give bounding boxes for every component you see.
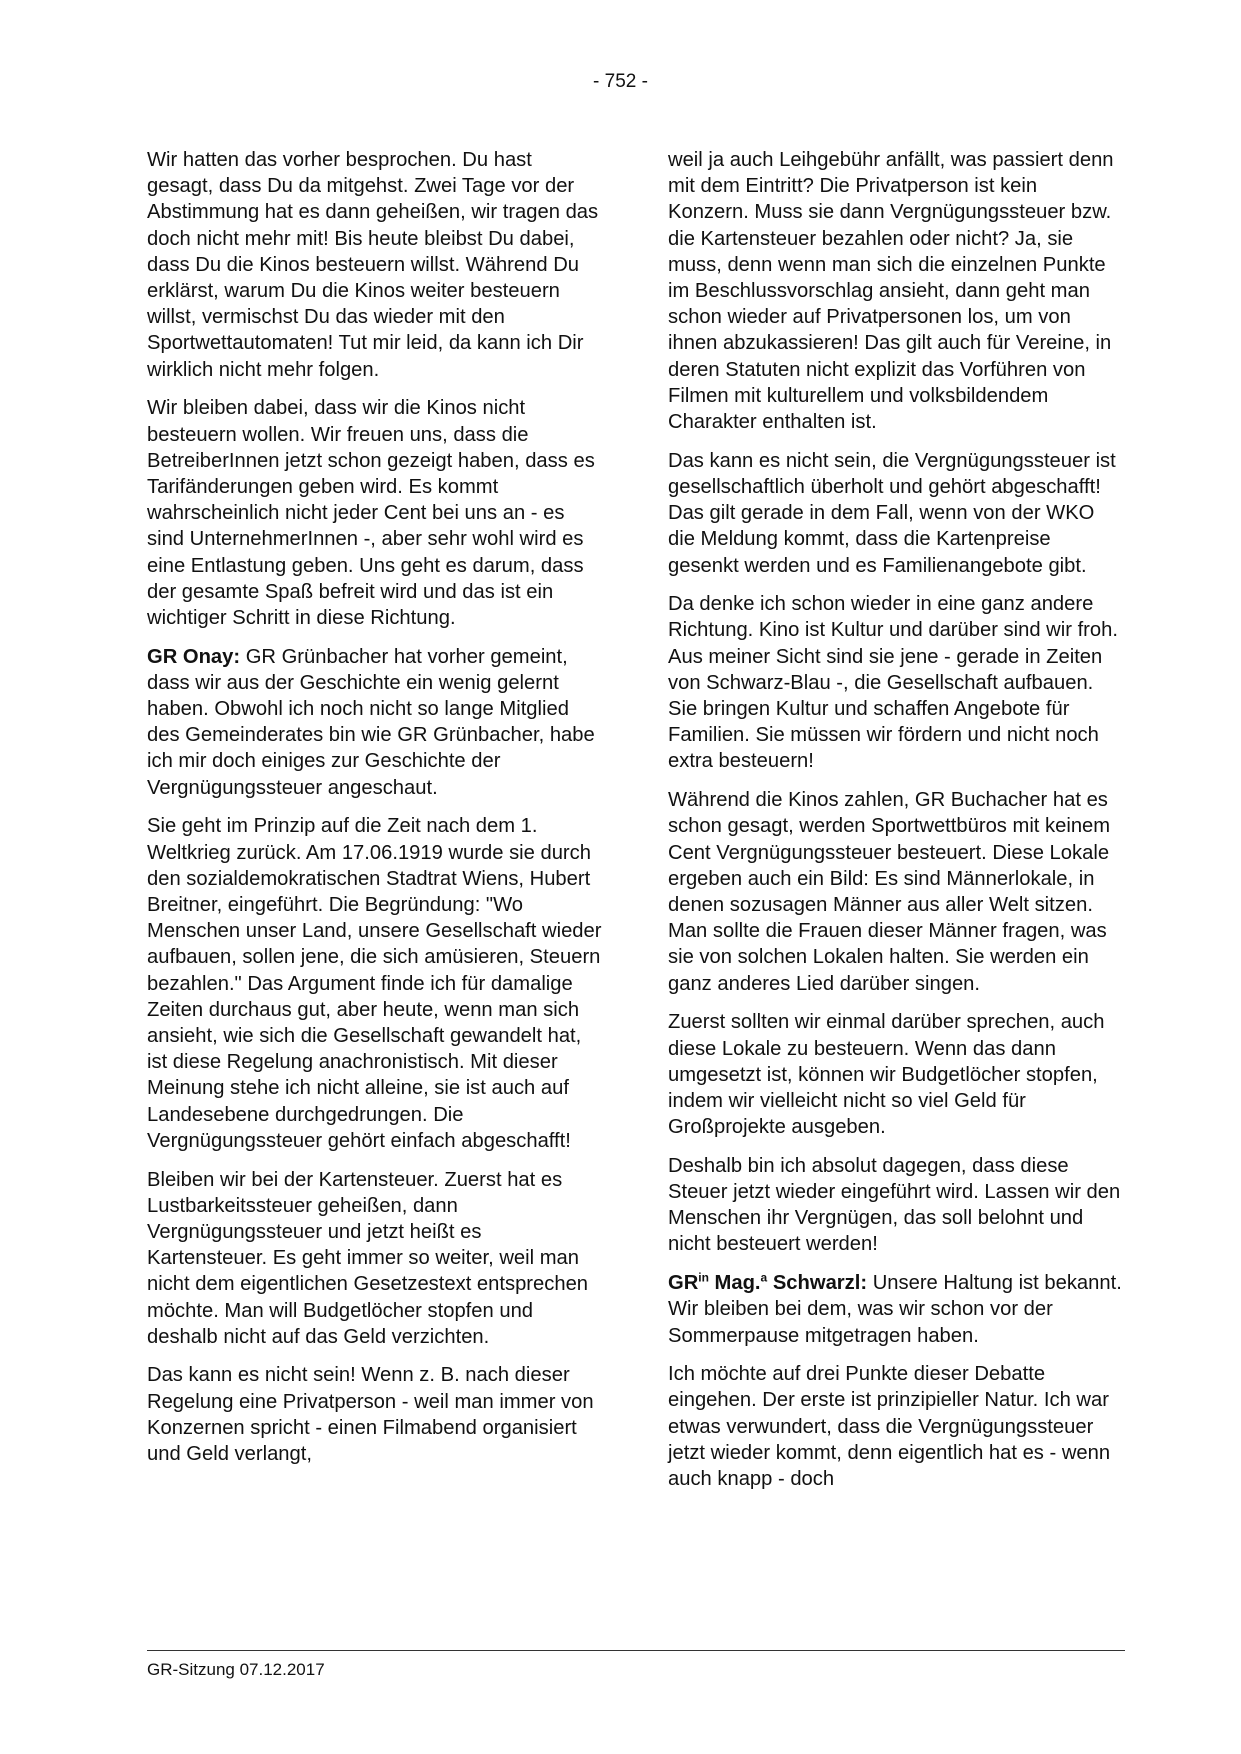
paragraph: Zuerst sollten wir einmal darüber sprechen, auch diese Lokale zu besteuern. Wenn das dann umgesetzt ist, können wir Budgetlöcher stopfen, indem wir vielleicht nicht so viel Geld für Großprojekte ausgeben. bbox=[668, 1011, 1105, 1139]
speaker-degree: Mag. bbox=[708, 1272, 761, 1295]
page-number: - 752 - bbox=[593, 71, 648, 92]
speaker-paragraph bbox=[147, 644, 602, 801]
speaker-title: GR bbox=[668, 1272, 699, 1295]
footer-divider bbox=[147, 1650, 1125, 1651]
paragraph: Während die Kinos zahlen, GR Buchacher hat es schon gesagt, werden Sportwettbüros mit keinem Cent Vergnügungssteuer besteuert. Diese Lokale ergeben auch ein Bild: Es sind Männerlokale, in denen sozusagen Männer aus aller Welt sitzen. Man sollte die Frauen dieser Männer fragen, was sie von solchen Lokalen halten. Sie werden ein ganz anderes Lied darüber singen. bbox=[668, 789, 1111, 995]
speaker-degree-suffix: a bbox=[760, 1270, 768, 1285]
paragraph-text: GR Grünbacher hat vorher gemeint, dass wir aus der Geschichte ein wenig gelernt haben. Obwohl ich noch nicht so lange Mitglied des Gemeinderates bin wie GR Grünbacher, habe ich mir doch einiges zur Geschichte der Vergnügungssteuer angeschaut. bbox=[147, 645, 595, 799]
speaker-title-suffix: in bbox=[698, 1270, 709, 1285]
footer-session-date: GR-Sitzung 07.12.2017 bbox=[147, 1660, 325, 1679]
speaker-surname: Schwarzl: bbox=[767, 1272, 868, 1295]
paragraph: Deshalb bin ich absolut dagegen, dass diese Steuer jetzt wieder eingeführt wird. Lassen wir den Menschen ihr Vergnügen, das soll belohnt und nicht besteuert werden! bbox=[668, 1154, 1121, 1256]
paragraph: Das kann es nicht sein! Wenn z. B. nach dieser Regelung eine Privatperson - weil man immer von Konzernen spricht - einen Filmabend organisiert und Geld verlangt, bbox=[147, 1364, 594, 1466]
paragraph: Ich möchte auf drei Punkte dieser Debatte eingehen. Der erste ist prinzipieller Natur. Ich war etwas verwundert, dass die Vergnügungssteuer jetzt wieder kommt, denn eigentlich hat es - wenn auch knapp - doch bbox=[668, 1363, 1111, 1491]
left-column bbox=[147, 147, 602, 1480]
right-column bbox=[668, 147, 1123, 1505]
paragraph: Bleiben wir bei der Kartensteuer. Zuerst hat es Lustbarkeitssteuer geheißen, dann Vergnügungssteuer und jetzt heißt es Kartensteuer. Es geht immer so weiter, weil man nicht dem eigentlichen Gesetzestext entsprechen möchte. Man will Budgetlöcher stopfen und deshalb nicht auf das Geld verzichten. bbox=[147, 1168, 589, 1348]
paragraph-text: Unsere Haltung ist bekannt. Wir bleiben bei dem, was wir schon vor der Sommerpause mitgetragen haben. bbox=[668, 1272, 1122, 1347]
paragraph: Da denke ich schon wieder in eine ganz andere Richtung. Kino ist Kultur und darüber sind wir froh. Aus meiner Sicht sind sie jene - gerade in Zeiten von Schwarz-Blau -, die Gesellschaft aufbauen. Sie bringen Kultur und schaffen Angebote für Familien. Sie müssen wir fördern und nicht noch extra besteuern! bbox=[668, 593, 1118, 773]
speaker-name: GR Onay: bbox=[147, 645, 241, 668]
paragraph: Wir bleiben dabei, dass wir die Kinos nicht besteuern wollen. Wir freuen uns, dass die BetreiberInnen jetzt schon gezeigt haben, dass es Tarifänderungen geben wird. Es kommt wahrscheinlich nicht jeder Cent bei uns an - es sind UnternehmerInnen -, aber sehr wohl wird es eine Entlastung geben. Uns geht es darum, dass der gesamte Spaß befreit wird und das ist ein wichtiger Schritt in diese Richtung. bbox=[147, 397, 595, 629]
paragraph: weil ja auch Leihgebühr anfällt, was passiert denn mit dem Eintritt? Die Privatperson ist kein Konzern. Muss sie dann Vergnügungssteuer bzw. die Kartensteuer bezahlen oder nicht? Ja, sie muss, denn wenn man sich die einzelnen Punkte im Beschlussvorschlag ansieht, dann geht man schon wieder auf Privatpersonen los, um von ihnen abzukassieren! Das gilt auch für Vereine, in deren Statuten nicht explizit das Vorführen von Filmen mit kulturellem und volksbildendem Charakter enthalten ist. bbox=[668, 149, 1114, 434]
speaker-paragraph bbox=[668, 1270, 1123, 1349]
paragraph: Sie geht im Prinzip auf die Zeit nach dem 1. Weltkrieg zurück. Am 17.06.1919 wurde sie durch den sozialdemokratischen Stadtrat Wiens, Hubert Breitner, eingeführt. Die Begründung: "Wo Menschen unser Land, unsere Gesellschaft wieder aufbauen, sollen jene, die sich amüsieren, Steuern bezahlen." Das Argument finde ich für damalige Zeiten durchaus gut, aber heute, wenn man sich ansieht, wie sich die Gesellschaft gewandelt hat, ist diese Regelung anachronistisch. Mit dieser Meinung stehe ich nicht alleine, sie ist auch auf Landesebene durchgedrungen. Die Vergnügungssteuer gehört einfach abgeschafft! bbox=[147, 815, 602, 1152]
paragraph: Wir hatten das vorher besprochen. Du hast gesagt, dass Du da mitgehst. Zwei Tage vor der Abstimmung hat es dann geheißen, wir tragen das doch nicht mehr mit! Bis heute bleibst Du dabei, dass Du die Kinos besteuern willst. Während Du erklärst, warum Du die Kinos weiter besteuern willst, vermischst Du das wieder mit den Sportwettautomaten! Tut mir leid, da kann ich Dir wirklich nicht mehr folgen. bbox=[147, 149, 599, 381]
paragraph: Das kann es nicht sein, die Vergnügungssteuer ist gesellschaftlich überholt und gehört abgeschafft! Das gilt gerade in dem Fall, wenn von der WKO die Meldung kommt, dass die Kartenpreise gesenkt werden und es Familienangebote gibt. bbox=[668, 449, 1116, 577]
speaker-name bbox=[668, 1272, 867, 1294]
